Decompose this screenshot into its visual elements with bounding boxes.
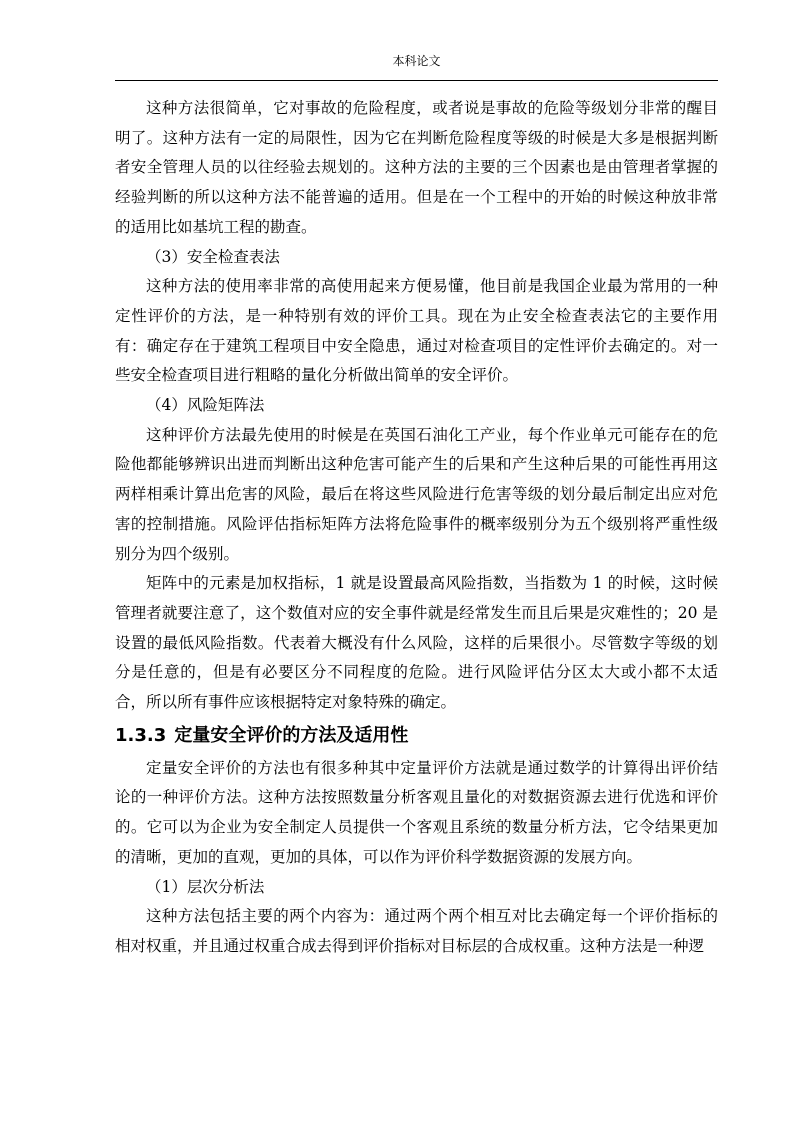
subsection-item-ahp: （1）层次分析法: [146, 877, 265, 896]
subsection-item-safety-checklist: （3）安全检查表法: [146, 247, 280, 266]
section-heading: [115, 720, 718, 752]
body-paragraph: 这种方法很简单，它对事故的危险程度，或者说是事故的危险等级划分非常的醒目明了。这种方法有一定的局限性，因为它在判断危险程度等级的时候是大多是根据判断者安全管理人员的以往经验去规划的。这种方法的主要的三个因素也是由管理者掌握的经验判断的所以这种方法不能普遍的适用。但是在一个工程中的开始的时候这种放非常的适用比如基坑工程的勘查。: [115, 99, 718, 236]
body-paragraph: 定量安全评价的方法也有很多种其中定量评价方法就是通过数学的计算得出评价结论的一种评价方法。这种方法按照数量分析客观且量化的对数据资源去进行优选和评价的。它可以为企业为安全制定人员提供一个客观且系统的数量分析方法，它令结果更加的清晰，更加的直观，更加的具体，可以作为评价科学数据资源的发展方向。: [115, 758, 718, 866]
subsection-item-risk-matrix: （4）风险矩阵法: [146, 396, 265, 415]
section-title: 定量安全评价的方法及适用性: [174, 724, 409, 746]
page-header-title: 本科论文: [392, 54, 441, 68]
section-number: 1.3.3: [115, 724, 167, 746]
body-paragraph: 这种方法包括主要的两个内容为：通过两个两个相互对比去确定每一个评价指标的相对权重，并且通过权重合成去得到评价指标对目标层的合成权重。这种方法是一种逻: [115, 907, 718, 955]
header-divider: [115, 80, 718, 81]
body-paragraph: 矩阵中的元素是加权指标，1 就是设置最高风险指数，当指数为 1 的时候，这时候管理者就要注意了，这个数值对应的安全事件就是经常发生而且后果是灾难性的；20 是设置的最低风险指数。代表着大概没有什么风险，这样的后果很小。尽管数字等级的划分是任意的，但是有必要区分不同程度的危险。进行风险评估分区太大或小都不太适合，所以所有事件应该根据特定对象特殊的确定。: [115, 574, 718, 712]
body-paragraph: 这种方法的使用率非常的高使用起来方便易懂，他目前是我国企业最为常用的一种定性评价的方法，是一种特别有效的评价工具。现在为止安全检查表法它的主要作用有：确定存在于建筑工程项目中安全隐患，通过对检查项目的定性评价去确定的。对一些安全检查项目进行粗略的量化分析做出简单的安全评价。: [115, 277, 718, 385]
document-body: [115, 94, 718, 962]
body-paragraph: 这种评价方法最先使用的时候是在英国石油化工产业，每个作业单元可能存在的危险他都能够辨识出进而判断出这种危害可能产生的后果和产生这种后果的可能性再用这两样相乘计算出危害的风险，最后在将这些风险进行危害等级的划分最后制定出应对危害的控制措施。风险评估指标矩阵方法将危险事件的概率级别分为五个级别将严重性级别分为四个级别。: [115, 425, 718, 563]
